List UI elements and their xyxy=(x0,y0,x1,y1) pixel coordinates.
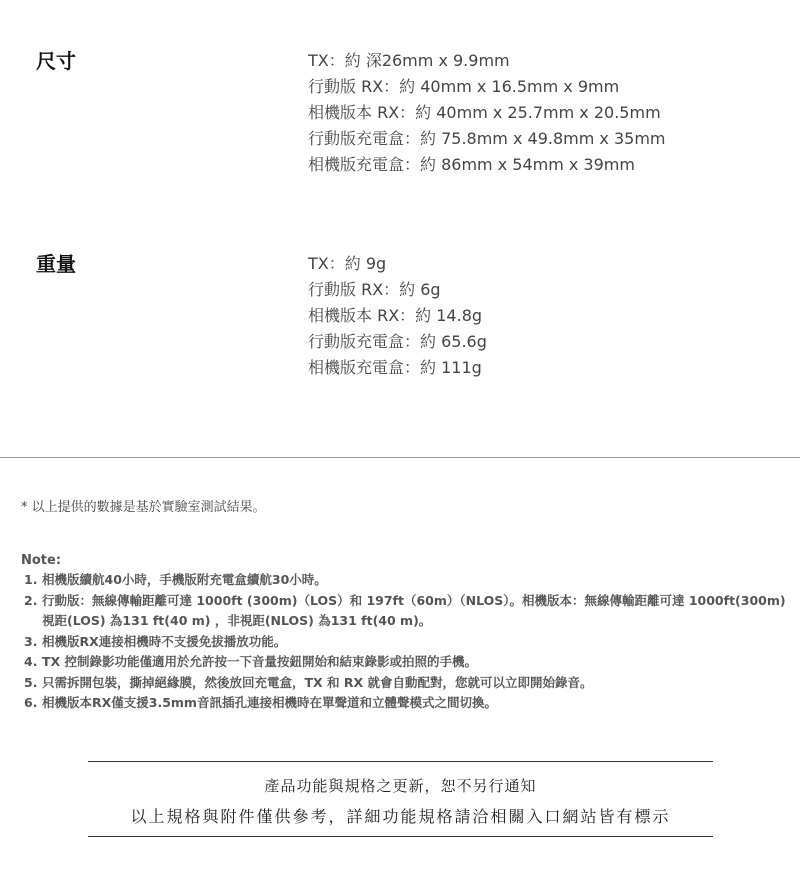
spec-label-weight: 重量 xyxy=(36,252,76,276)
section-divider xyxy=(0,457,800,458)
spec-value: TX：約 9g xyxy=(308,254,387,273)
note-item xyxy=(24,652,794,673)
spec-value: TX：約 深26mm x 9.9mm xyxy=(308,51,510,70)
footer-notice: 產品功能與規格之更新，恕不另行通知 xyxy=(264,777,537,795)
note-text: 只需拆開包裝，撕掉絕緣膜，然後放回充電盒，TX 和 RX 就會自動配對，您就可以立即開始錄音。 xyxy=(42,674,593,690)
spec-value: 行動版充電盒：約 65.6g xyxy=(308,332,487,351)
note-text: 相機版本RX僅支援3.5mm音訊插孔連接相機時在單聲道和立體聲模式之間切換。 xyxy=(42,695,497,710)
spec-value: 行動版 RX：約 40mm x 16.5mm x 9mm xyxy=(308,77,620,96)
spec-value: 行動版充電盒：約 75.8mm x 49.8mm x 35mm xyxy=(308,129,666,148)
note-item xyxy=(24,693,794,714)
note-number: 1. xyxy=(24,572,38,587)
notes-title: Note: xyxy=(21,553,62,568)
spec-values-size xyxy=(308,48,666,178)
note-text: 相機版RX連接相機時不支援免拔播放功能。 xyxy=(42,633,287,649)
notes-list xyxy=(24,570,794,714)
spec-value: 相機版充電盒：約 111g xyxy=(308,358,482,377)
note-number: 4. xyxy=(24,654,38,669)
spec-value: 相機版本 RX：約 40mm x 25.7mm x 20.5mm xyxy=(308,103,661,122)
footer-reference: 以上規格與附件僅供參考，詳細功能規格請洽相關入口網站皆有標示 xyxy=(130,807,671,826)
note-item xyxy=(24,591,794,632)
note-text: 相機版續航40小時，手機版附充電盒續航30小時。 xyxy=(42,572,327,587)
footer-rule-bottom xyxy=(88,836,713,837)
spec-values-weight xyxy=(308,251,487,381)
note-number: 5. xyxy=(24,674,38,690)
note-number: 3. xyxy=(24,633,38,649)
disclaimer-text: * 以上提供的數據是基於實驗室測試結果。 xyxy=(21,500,266,515)
spec-value: 相機版本 RX：約 14.8g xyxy=(308,306,483,325)
spec-value: 相機版充電盒：約 86mm x 54mm x 39mm xyxy=(308,155,635,174)
footer-rule-top xyxy=(88,761,713,762)
note-item xyxy=(24,632,794,653)
spec-value: 行動版 RX：約 6g xyxy=(308,280,441,299)
note-item xyxy=(24,570,794,591)
spec-label-size: 尺寸 xyxy=(36,49,76,73)
note-item xyxy=(24,673,794,694)
note-number: 6. xyxy=(24,695,38,710)
note-text: TX 控制錄影功能僅適用於允許按一下音量按鈕開始和結束錄影或拍照的手機。 xyxy=(42,654,478,669)
note-text: 行動版：無線傳輸距離可達 1000ft (300m)（LOS）和 197ft（60m）（NLOS）。相機版本：無線傳輸距離可達 1000ft(300m) 視距(LOS) 為131 ft(40 m) ，非視距(NLOS) 為131 ft(40 m)。 xyxy=(42,592,786,628)
note-number: 2. xyxy=(24,592,38,608)
